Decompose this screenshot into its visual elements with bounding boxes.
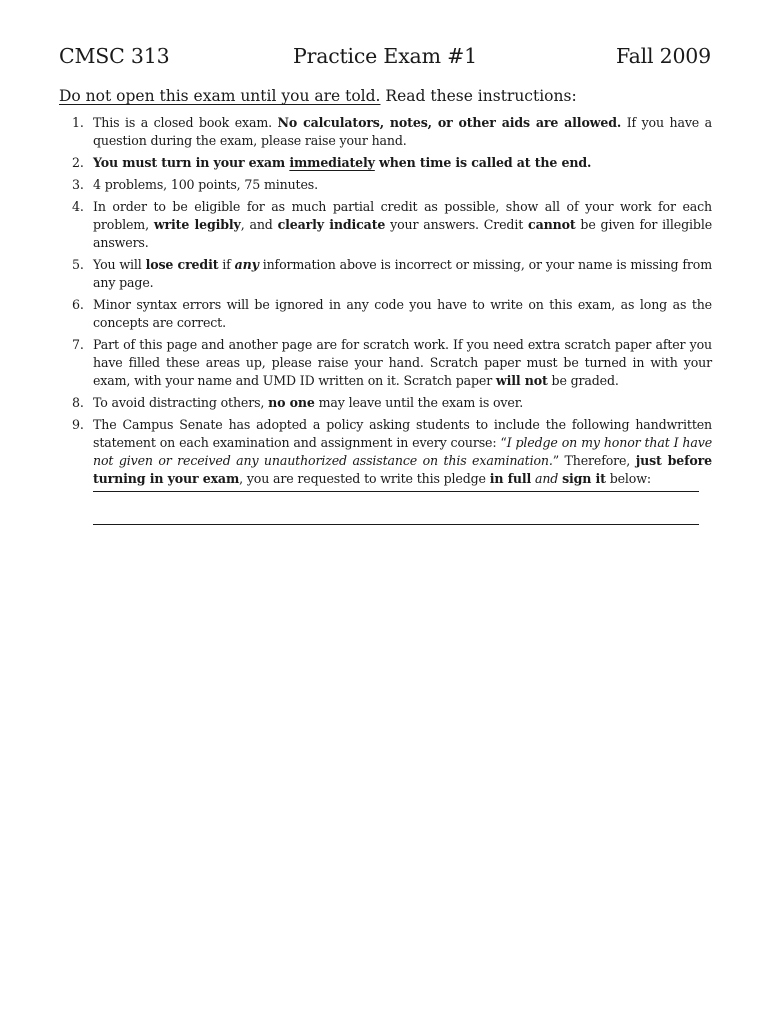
- instruction-item: [60, 176, 712, 194]
- instruction-text: and: [534, 471, 559, 486]
- instruction-text: clearly indicate: [277, 217, 386, 232]
- instruction-text: To avoid distracting others,: [93, 395, 269, 410]
- instruction-number: 3.: [72, 177, 84, 192]
- instruction-text: just before turning in your exam: [93, 453, 712, 486]
- instruction-item: [60, 296, 712, 332]
- exam-term: Fall 2009: [615, 44, 711, 68]
- instruction-item: [60, 416, 712, 488]
- instruction-item: [60, 256, 712, 292]
- instruction-text: ” Therefore,: [552, 453, 636, 468]
- instruction-text: immediately: [289, 155, 375, 170]
- instruction-text: In order to be eligible for as much partial credit as possible, show all of your work for each problem,: [93, 199, 712, 232]
- instruction-text: write legibly: [153, 217, 241, 232]
- instruction-text: If you have a question during the exam, please raise your hand.: [93, 115, 712, 148]
- instruction-text: cannot: [528, 217, 576, 232]
- instruction-text: be graded.: [547, 373, 619, 388]
- instruction-text: in full: [489, 471, 532, 486]
- instruction-number: 2.: [72, 155, 84, 170]
- instruction-text: , you are requested to write this pledge: [239, 471, 490, 486]
- instruction-text: This is a closed book exam.: [93, 115, 278, 130]
- instruction-text: sign it: [562, 471, 606, 486]
- instruction-text: any: [234, 257, 259, 272]
- instruction-number: 7.: [72, 337, 84, 352]
- instruction-text: The Campus Senate has adopted a policy asking students to include the following handwritten statement on each examination and assignment in every course: “: [93, 417, 712, 450]
- instruction-text: , and: [240, 217, 278, 232]
- instruction-text: 4 problems, 100 points, 75 minutes.: [93, 177, 318, 192]
- instruction-text: You must turn in your exam: [93, 155, 290, 170]
- instructions-warning: Do not open this exam until you are told.: [59, 87, 381, 105]
- instruction-number: 1.: [72, 115, 84, 130]
- instruction-text: no one: [268, 395, 315, 410]
- instruction-text: will not: [495, 373, 548, 388]
- instruction-text: your answers. Credit: [385, 217, 529, 232]
- instruction-text: information above is incorrect or missing, or your name is missing from any page.: [93, 257, 712, 290]
- instruction-item: [60, 114, 712, 150]
- exam-title: Practice Exam #1: [293, 44, 477, 68]
- instruction-text: Minor syntax errors will be ignored in any code you have to write on this exam, as long as the concepts are correct.: [93, 297, 712, 330]
- instruction-text: lose credit: [145, 257, 219, 272]
- instruction-text: No calculators, notes, or other aids are allowed.: [277, 115, 622, 130]
- instruction-item: [60, 336, 712, 390]
- instructions-heading: [59, 87, 711, 105]
- instructions-list: [60, 114, 712, 492]
- instruction-text: You will: [93, 257, 146, 272]
- course-code: CMSC 313: [59, 44, 170, 68]
- instruction-item: [60, 394, 712, 412]
- instruction-text: when time is called at the end.: [374, 155, 592, 170]
- instruction-number: 4.: [72, 199, 84, 214]
- instruction-number: 8.: [72, 395, 84, 410]
- instruction-item: [60, 198, 712, 252]
- instruction-text: be given for illegible answers.: [93, 217, 712, 250]
- instructions-intro: Read these instructions:: [385, 87, 577, 105]
- instruction-number: 6.: [72, 297, 84, 312]
- instruction-text: Part of this page and another page are for scratch work. If you need extra scratch paper after you have filled these areas up, please raise your hand. Scratch paper must be turned in with your exam, with your name and UMD ID written on it. Scratch paper: [93, 337, 712, 388]
- instruction-number: 5.: [72, 257, 84, 272]
- pledge-line-1[interactable]: [93, 491, 699, 492]
- exam-header: [59, 44, 711, 74]
- instruction-item: [60, 154, 712, 172]
- instruction-text: if: [218, 257, 235, 272]
- instruction-number: 9.: [72, 417, 84, 432]
- instruction-text: I pledge on my honor that I have not given or received any unauthorized assistance on this examination.: [93, 435, 713, 468]
- pledge-line-2[interactable]: [93, 524, 699, 525]
- instruction-text: below:: [605, 471, 651, 486]
- instruction-text: may leave until the exam is over.: [314, 395, 524, 410]
